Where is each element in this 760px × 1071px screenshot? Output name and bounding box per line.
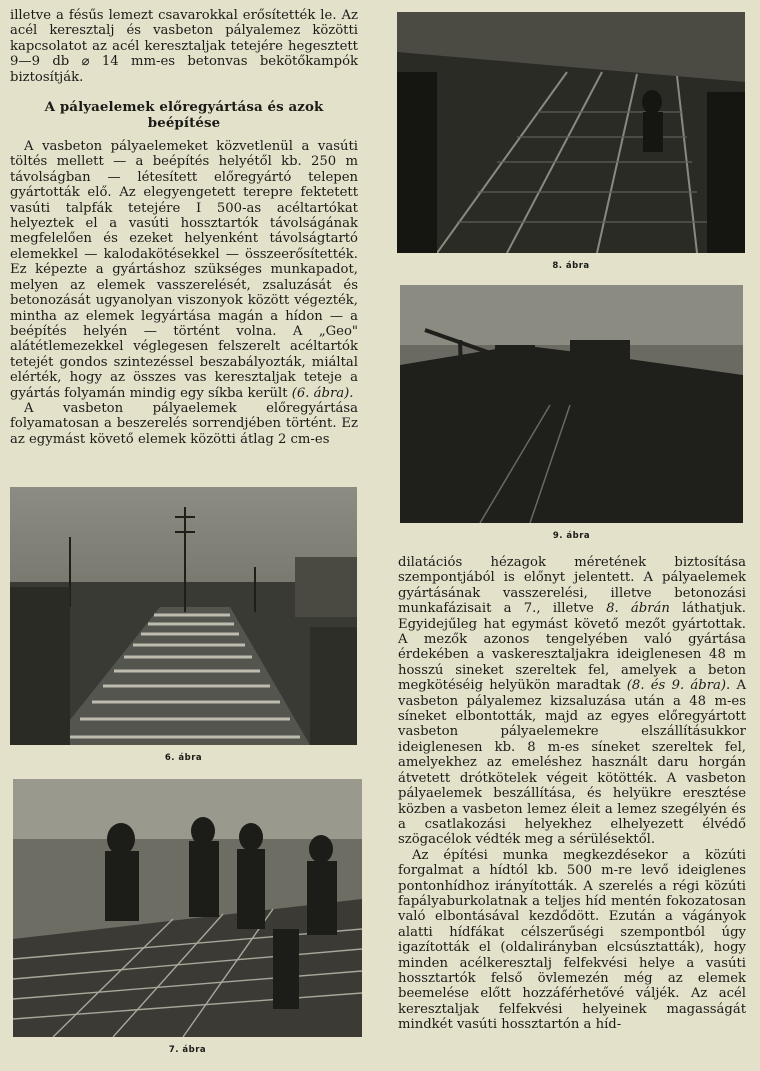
figure-6-photo <box>10 487 357 745</box>
formwork-rails-image <box>397 12 745 253</box>
paragraph-text: dilatációs hézagok méretének biztosítása szempontjából is előnyt jelentett. A pályaelemek gyártásának vasszerelési, illetve betonozási munkafázisait a 7., illetve <box>398 555 746 617</box>
paragraph-dilatation <box>398 555 746 848</box>
figure-8-caption: 8. ábra <box>552 261 590 271</box>
crane-silhouette-image <box>400 285 743 523</box>
figure-9-caption: 9. ábra <box>552 531 591 541</box>
figure-7-caption: 7. ábra <box>168 1045 207 1055</box>
section-heading: A pályaelemek előregyártása és azok beépítése <box>44 99 324 132</box>
figure-6-caption: 6. ábra <box>164 753 203 763</box>
figure-reference: 8. ábrán <box>606 601 670 617</box>
figure-reference: (8. és 9. ábra). <box>626 678 731 694</box>
figure-9-photo <box>400 285 743 523</box>
paragraph-text: láthatjuk. Egyidejűleg hat egymást követő mezőt gyártottak. A mezők azonos tengelyében való gyártása érdekében a vaskeresztaljakra ideiglenesen 48 m hosszú sineket szereltek fel, amelyek a beton megkötéséig helyükön maradtak <box>398 601 746 694</box>
rail-yard-image <box>10 487 357 745</box>
left-column <box>10 8 358 447</box>
paragraph-sequence: A vasbeton pályaelemek előregyártása folyamatosan a beszerelés sorrendjében történt. Ez az egymást követő elemek közötti átlag 2 cm-es <box>10 400 358 447</box>
workers-rebar-image <box>13 779 362 1037</box>
figure-8-photo <box>397 12 745 253</box>
paragraph-text: A vasbeton pályalemez kizsaluzása után a 48 m-es síneket elbontották, majd az egyes előregyártott vasbeton pályaelemekre elszállításukkor ideiglenesen kb. 8 m-es síneket szereltek fel, amelyekhez az emeléshez használt daru horgán átvetett drótkötelek végeit kötötték. A vasbeton pályaelemek beszállítása, és helyükre eresztése közben a vasbeton lemez éleit a lemez szegélyén és a csatlakozási helyekhez elhelyezett élvédő szögacélok védték meg a sérülésektől. <box>398 678 746 848</box>
figure-reference: (6. ábra). <box>291 385 354 401</box>
figure-7-photo <box>13 779 362 1037</box>
paragraph-text: A vasbeton pályaelemeket közvetlenül a vasúti töltés mellett — a beépítés helyétől kb. 250 m távolságban — létesített előregyártó telepen gyártották elő. Az elegyengetett terepre fektetett vasúti talpfák tetejére I 500-as acéltartókat helyeztek el a vasúti hossztartók távolságának megfelelően és ezeket helyenként távolságtartó elemekkel — kalodakötésekkel — összeerősítették. Ez képezte a gyártáshoz szükséges munkapadot, melyen az elemek vasszerelését, zsaluzását és betonozását ugyanolyan viszonyok között végezték, mintha az elemek legyártása magán a hídon — a beépítés helyén — történt volna. A „Geo" alátétlemezekkel véglegesen felszerelt acéltartók tetejét gondos szintezéssel beszabályozták, miáltal elérték, hogy az összes vas keresztaljak teteje a gyártás folyamán mindig egy síkba került <box>10 139 358 401</box>
paragraph-construction-start: Az építési munka megkezdésekor a közúti forgalmat a hídtól kb. 500 m-re levő ideiglenes pontonhídhoz irányították. A szerelés a régi közúti fapályaburkolatnak a teljes híd mentén fokozatosan való elbontásával kezdődött. Ezután a vágányok alatti hídfákat célszerűségi szempontból úgy igazították el (oldalirányban elcsúsztatták), hogy minden acélkeresztalj felfekvési helye a vasúti hossztartók felső övlemezén még az elemek beemelése előtt hozzáférhetővé váljék. Az acél keresztaljak felfekvési helyeinek magasságát mindkét vasúti hossztartón a híd- <box>398 847 746 1033</box>
paragraph-continuation: illetve a fésűs lemezt csavarokkal erősítették le. Az acél keresztalj és vasbeton pályalemez közötti kapcsolatot az acél keresztaljak tetejére hegesztett 9—9 db ⌀ 14 mm-es betonvas bekötőkampók biztosítják. <box>10 8 358 85</box>
paragraph-prefabrication <box>10 139 358 401</box>
right-column <box>398 555 746 1033</box>
